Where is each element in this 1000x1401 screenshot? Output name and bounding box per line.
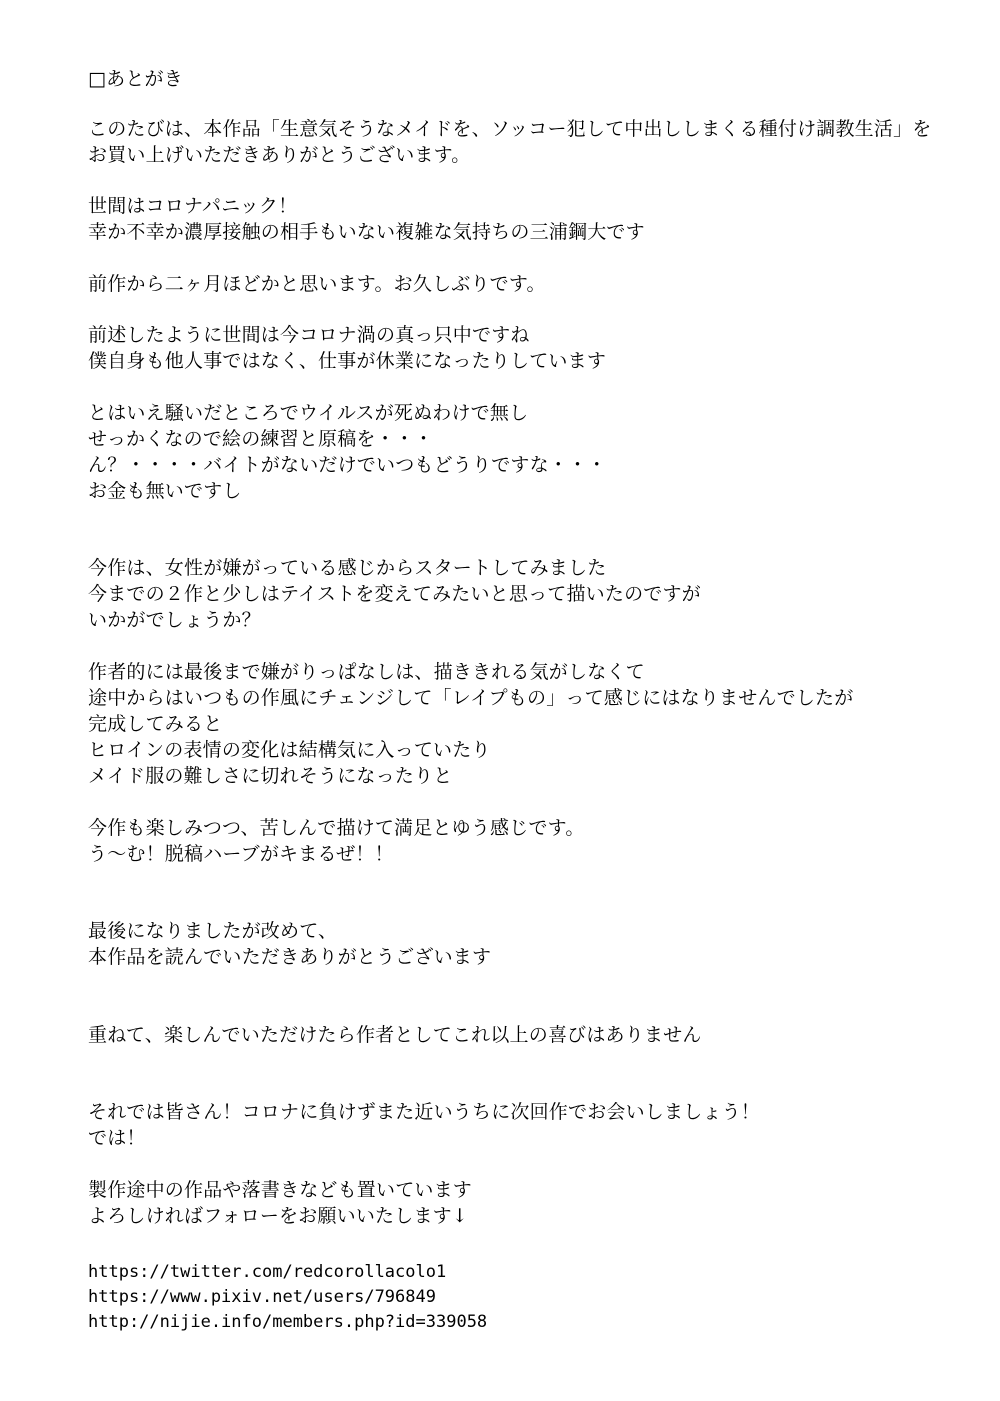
paragraph-line: 僕自身も他人事ではなく、仕事が休業になったりしています xyxy=(88,350,607,372)
paragraph-line: 最後になりましたが改めて、 xyxy=(88,920,338,942)
paragraph-line: 前作から二ヶ月ほどかと思います。お久しぶりです。 xyxy=(88,273,546,295)
paragraph-line: それでは皆さん！コロナに負けずまた近いうちに次回作でお会いしましょう！ xyxy=(88,1101,761,1123)
paragraph-line: このたびは、本作品「生意気そうなメイドを、ソッコー犯して中出ししまくる種付け調教生活」を xyxy=(88,118,932,140)
paragraph-line: メイド服の難しさに切れそうになったりと xyxy=(88,765,453,787)
paragraph-line: では！ xyxy=(88,1127,146,1149)
paragraph-line: せっかくなので絵の練習と原稿を・・・ xyxy=(88,428,434,450)
paragraph-line: ヒロインの表情の変化は結構気に入っていたり xyxy=(88,739,491,761)
paragraph-line: とはいえ騒いだところでウイルスが死ぬわけで無し xyxy=(88,402,529,424)
paragraph-line: お金も無いですし xyxy=(88,480,242,502)
paragraph-line: 作者的には最後まで嫌がりっぱなしは、描ききれる気がしなくて xyxy=(88,661,645,683)
nijie-link[interactable]: http://nijie.info/members.php?id=339058 xyxy=(88,1312,488,1332)
paragraph-line: 重ねて、楽しんでいただけたら作者としてこれ以上の喜びはありません xyxy=(88,1024,702,1046)
paragraph-line: 今作は、女性が嫌がっている感じからスタートしてみました xyxy=(88,557,607,579)
pixiv-link[interactable]: https://www.pixiv.net/users/796849 xyxy=(88,1287,436,1307)
paragraph-line: いかがでしょうか？ xyxy=(88,609,261,631)
paragraph-line: 今作も楽しみつつ、苦しんで描けて満足とゆう感じです。 xyxy=(88,817,585,839)
paragraph-line: 今までの２作と少しはテイストを変えてみたいと思って描いたのですが xyxy=(88,583,701,605)
paragraph-line: 本作品を読んでいただきありがとうございます xyxy=(88,946,492,968)
paragraph-line: ん？・・・・バイトがないだけでいつもどうりですな・・・ xyxy=(88,454,607,476)
paragraph-line: お買い上げいただきありがとうございます。 xyxy=(88,144,471,166)
paragraph-line: う〜む！脱稿ハーブがキまるぜ！！ xyxy=(88,843,394,865)
paragraph-line: 完成してみると xyxy=(88,713,223,735)
paragraph-line: 世間はコロナパニック！ xyxy=(88,195,298,217)
paragraph-line: よろしければフォローをお願いいたします↓ xyxy=(88,1205,468,1227)
twitter-link[interactable]: https://twitter.com/redcorollacolo1 xyxy=(88,1262,447,1282)
paragraph-line: 製作途中の作品や落書きなども置いています xyxy=(88,1179,473,1201)
paragraph-line: 途中からはいつもの作風にチェンジして「レイプもの」って感じにはなりませんでしたが xyxy=(88,687,854,709)
paragraph-line: 幸か不幸か濃厚接触の相手もいない複雑な気持ちの三浦鋼大です xyxy=(88,221,645,243)
paragraph-line: 前述したように世間は今コロナ渦の真っ只中ですね xyxy=(88,324,530,346)
afterword-heading: □あとがき xyxy=(88,68,183,90)
